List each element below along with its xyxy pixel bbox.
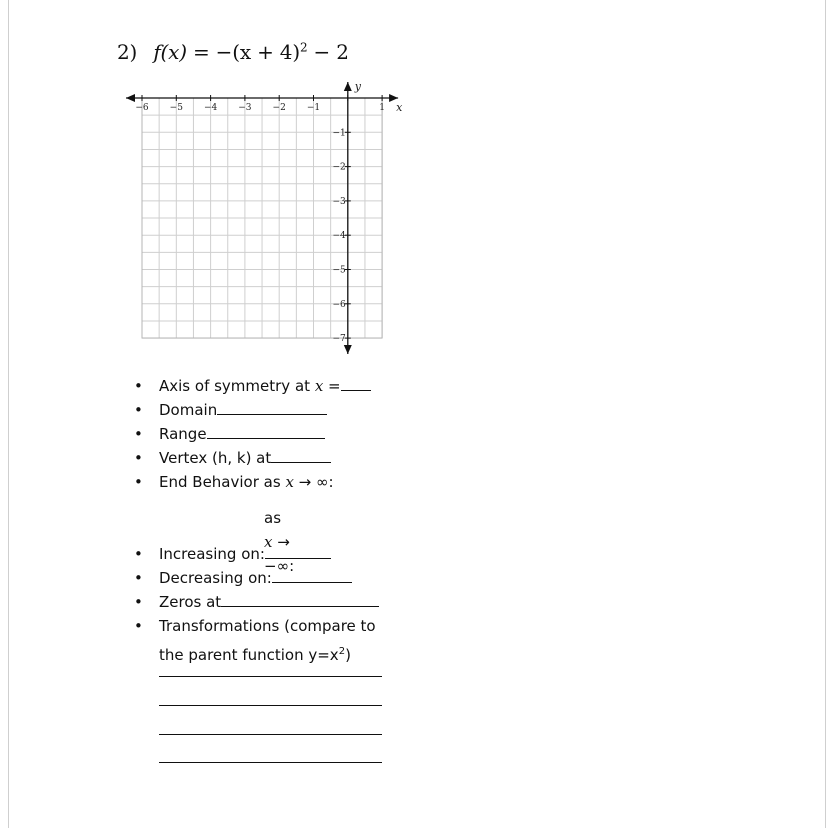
problem-statement (117, 40, 349, 64)
coordinate-grid (118, 78, 418, 358)
increasing-answer-blank[interactable] (265, 543, 331, 559)
x-tick-label: −1 (306, 103, 321, 113)
function-tail: − 2 (307, 40, 349, 64)
x-axis-left-arrow (126, 94, 135, 102)
y-tick-label: −6 (332, 299, 346, 310)
answer-line-3[interactable] (159, 734, 382, 735)
problem-number: 2) (117, 40, 138, 64)
transformations-exp: 2 (338, 646, 346, 657)
bullet-marker: • (134, 401, 143, 419)
decreasing-label: Decreasing on: (159, 569, 272, 587)
zeros-label: Zeros at (159, 593, 222, 611)
answer-line-4[interactable] (159, 762, 382, 763)
zeros-answer-blank[interactable] (221, 591, 379, 607)
domain-answer-blank[interactable] (217, 399, 327, 415)
bullet-marker: • (134, 473, 143, 491)
bullet-marker: • (134, 425, 143, 443)
y-tick-label: −4 (332, 231, 346, 242)
as-neg-arrow: → −∞: (264, 533, 295, 575)
y-tick-label: −5 (332, 265, 346, 276)
function-body: = −(x + 4) (186, 40, 300, 64)
page-border-left (8, 0, 9, 828)
x-tick-label: −5 (169, 103, 183, 113)
vertex-answer-blank[interactable] (271, 447, 331, 463)
as-neg-var: x (264, 533, 273, 551)
bullet-marker: • (134, 617, 143, 635)
range-answer-blank[interactable] (207, 423, 325, 439)
function-name: f(x) (153, 40, 187, 64)
end-behavior-label: End Behavior as (159, 473, 281, 491)
tick-labels (135, 80, 403, 344)
axis-label: Axis of symmetry at (159, 377, 311, 395)
y-axis-label: y (354, 80, 362, 93)
end-var: x (285, 473, 294, 491)
domain-label: Domain (159, 401, 218, 419)
x-tick-label: −3 (238, 103, 252, 113)
as-neg-label: as (264, 509, 282, 527)
range-label: Range (159, 425, 207, 443)
increasing-label: Increasing on: (159, 545, 265, 563)
x-tick-label: −2 (272, 103, 286, 113)
y-tick-label: −2 (332, 162, 346, 173)
vertex-label: Vertex (h, k) at (159, 449, 272, 467)
y-tick-label: −7 (332, 334, 346, 345)
answer-line-2[interactable] (159, 705, 382, 706)
x-axis-label: x (396, 101, 403, 114)
bullet-marker: • (134, 569, 143, 587)
answer-line-1[interactable] (159, 676, 382, 677)
grid-lines (142, 98, 382, 338)
end-arrow: → ∞: (293, 473, 334, 491)
axis-answer-blank[interactable] (341, 375, 371, 391)
transformations-label-2: the parent function y=x (159, 646, 339, 664)
y-tick-label: −1 (332, 128, 346, 139)
x-tick-label: 1 (379, 103, 385, 113)
y-axis-down-arrow (344, 345, 352, 354)
transformations-label-1: Transformations (compare to (159, 617, 376, 635)
bullet-marker: • (134, 449, 143, 467)
x-tick-label: −4 (203, 103, 218, 113)
decreasing-answer-blank[interactable] (272, 567, 352, 583)
function-exponent: 2 (299, 40, 308, 55)
y-axis-up-arrow (344, 82, 352, 91)
bullet-marker: • (134, 377, 143, 395)
bullet-marker: • (134, 593, 143, 611)
page-border-right (825, 0, 826, 828)
axis-var: x (314, 377, 324, 395)
y-tick-label: −3 (332, 196, 346, 207)
bullet-marker: • (134, 545, 143, 563)
axis-eq: = (323, 377, 341, 395)
transformations-close: ) (345, 646, 351, 664)
x-tick-label: −6 (135, 103, 149, 113)
